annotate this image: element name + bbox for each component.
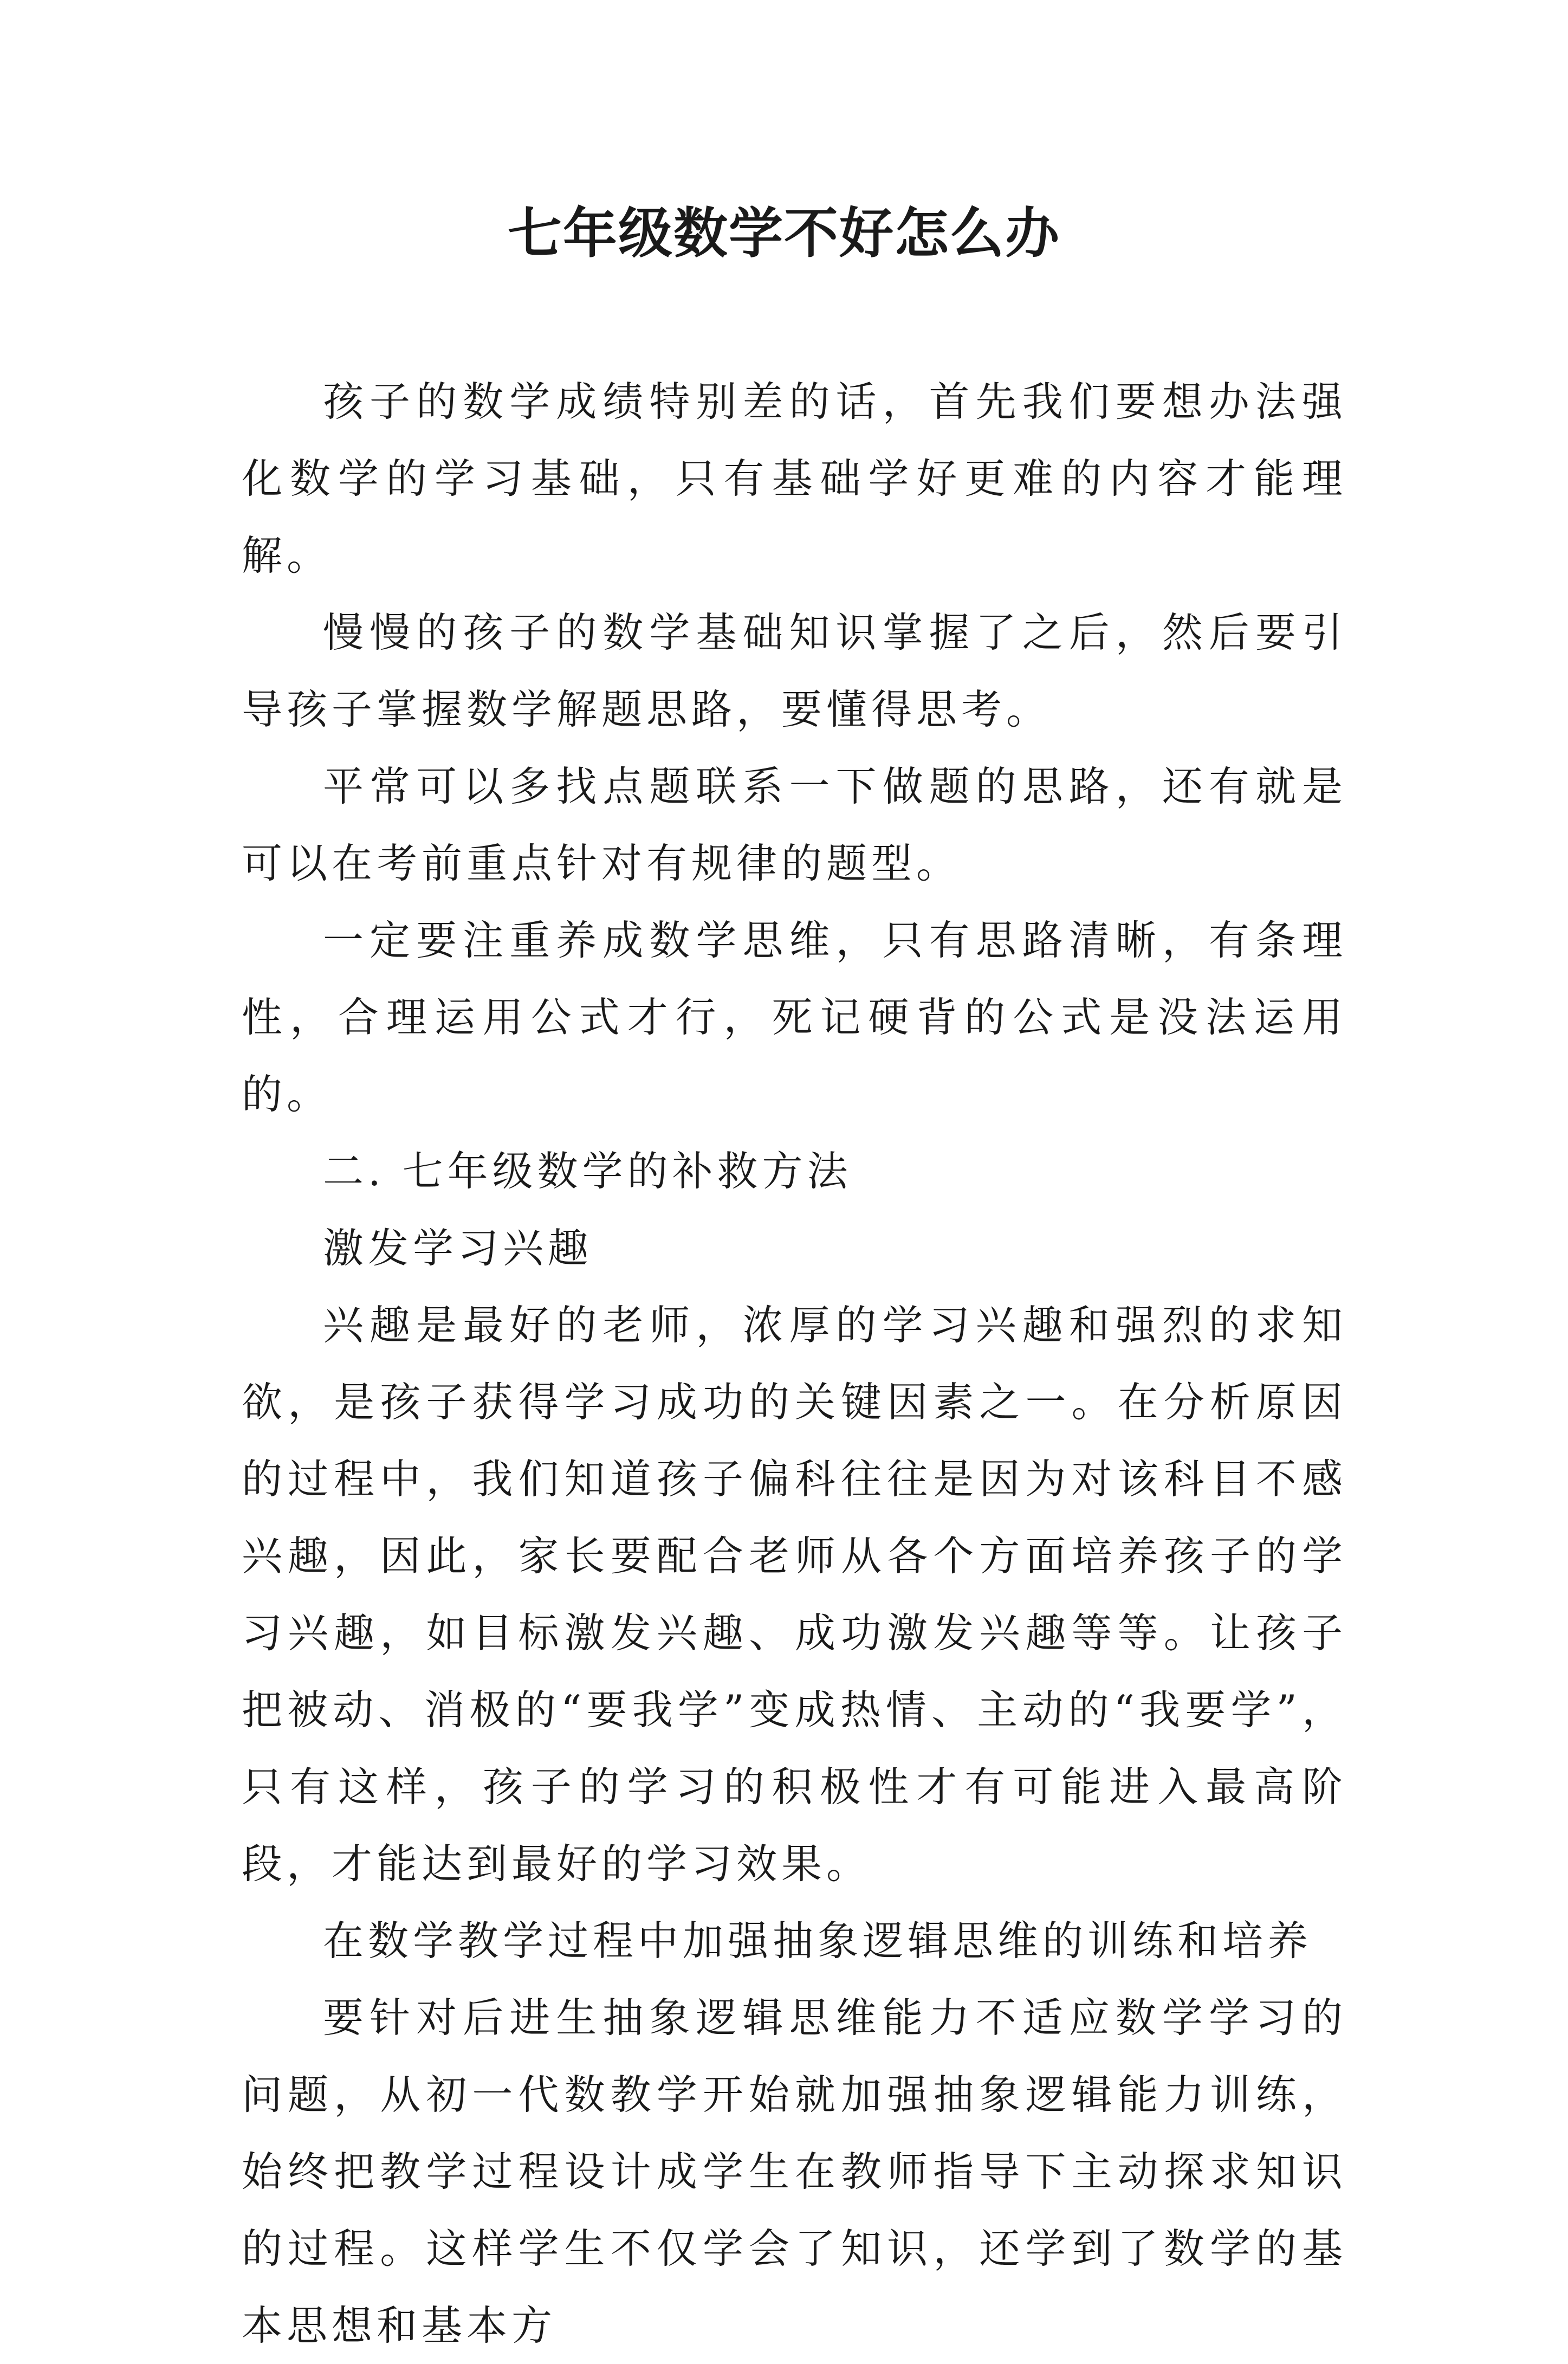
paragraph: 慢慢的孩子的数学基础知识掌握了之后，然后要引导孩子掌握数学解题思路，要懂得思考。 xyxy=(242,609,1347,733)
section-heading: 二. 七年级数学的补救方法 xyxy=(323,1147,852,1195)
subsection-heading: 激发学习兴趣 xyxy=(323,1224,593,1272)
subsection-heading: 在数学教学过程中加强抽象逻辑思维的训练和培养 xyxy=(323,1917,1313,1965)
paragraph: 平常可以多找点题联系一下做题的思路，还有就是可以在考前重点针对有规律的题型。 xyxy=(242,763,1347,887)
paragraph: 一定要注重养成数学思维，只有思路清晰，有条理性，合理运用公式才行，死记硬背的公式是没法运用的。 xyxy=(242,916,1347,1118)
paragraph: 要针对后进生抽象逻辑思维能力不适应数学学习的问题，从初一代数教学开始就加强抽象逻辑能力训练，始终把教学过程设计成学生在教师指导下主动探求知识的过程。这样学生不仅学会了知识，还学到了数学的基本思想和基本方 xyxy=(242,1994,1347,2349)
document-body xyxy=(242,363,1347,2364)
paragraph: 兴趣是最好的老师，浓厚的学习兴趣和强烈的求知欲，是孩子获得学习成功的关键因素之一。在分析原因的过程中，我们知道孩子偏科往往是因为对该科目不感兴趣，因此，家长要配合老师从各个方面培养孩子的学习兴趣，如目标激发兴趣、成功激发兴趣等等。让孩子把被动、消极的“要我学”变成热情、主动的“我要学”，只有这样，孩子的学习的积极性才有可能进入最高阶段，才能达到最好的学习效果。 xyxy=(242,1301,1347,1888)
document-title: 七年级数学不好怎么办 xyxy=(508,201,1060,265)
paragraph: 孩子的数学成绩特别差的话，首先我们要想办法强化数学的学习基础，只有基础学好更难的内容才能理解。 xyxy=(242,378,1347,579)
